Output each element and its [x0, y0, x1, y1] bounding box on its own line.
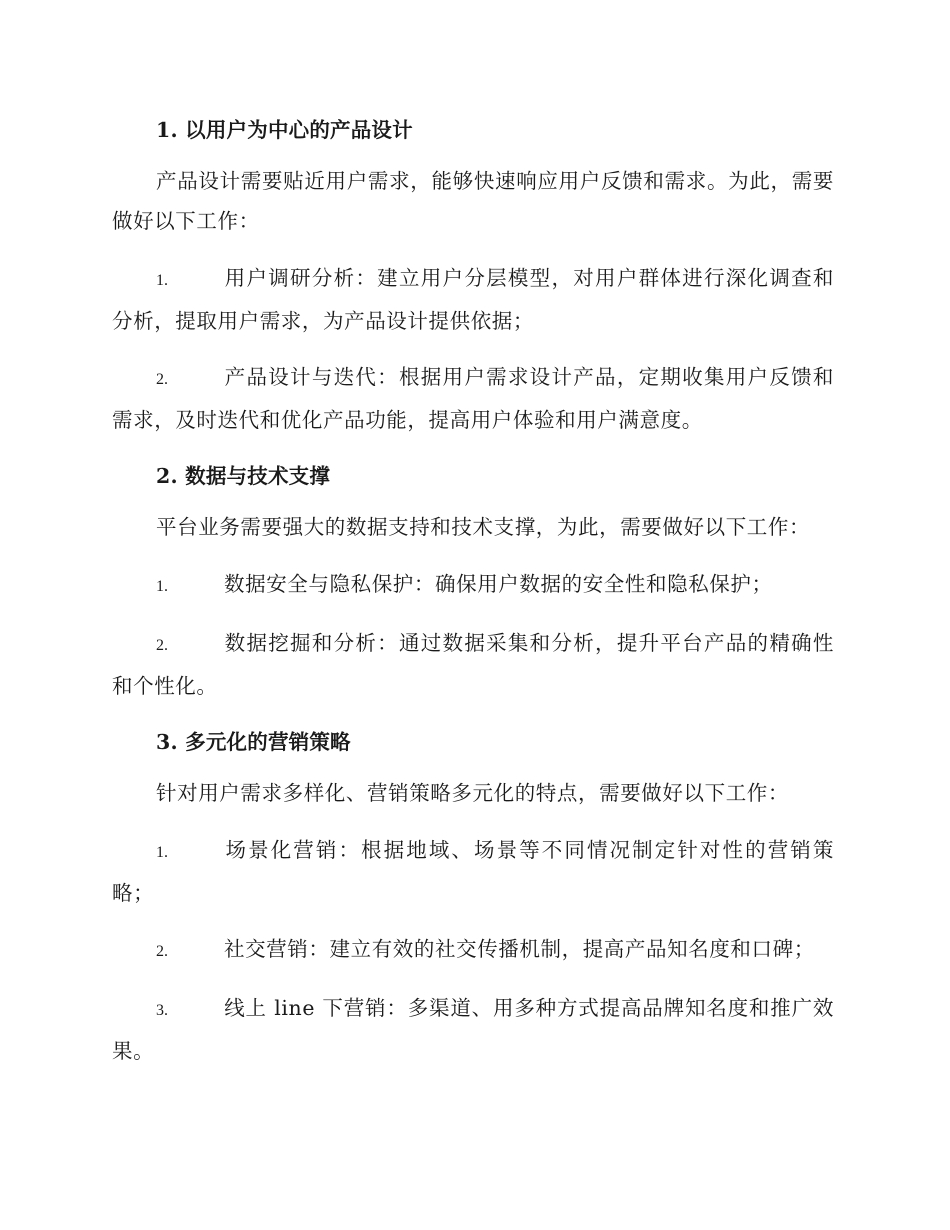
section-intro: 平台业务需要强大的数据支持和技术支撑，为此，需要做好以下工作： — [156, 515, 811, 539]
list-item-text: 数据挖掘和分析：通过数据采集和分析，提升平台产品的精确性和个性化。 — [112, 631, 834, 698]
list-item — [112, 623, 834, 706]
section-heading: 1. 以用户为中心的产品设计 — [156, 118, 413, 142]
list-item — [112, 258, 834, 341]
list-item — [112, 564, 834, 607]
list-item-number: 1. — [156, 844, 168, 861]
list-item — [112, 988, 834, 1071]
list-item-text: 场景化营销：根据地域、场景等不同情况制定针对性的营销策略； — [112, 838, 834, 905]
list-item — [112, 830, 834, 913]
list-item-number: 1. — [156, 578, 168, 595]
list-item-number: 3. — [156, 1002, 168, 1019]
section-heading: 2. 数据与技术支撑 — [156, 464, 331, 488]
list-item-text: 线上 line 下营销：多渠道、用多种方式提高品牌知名度和推广效果。 — [112, 996, 834, 1063]
document-page — [112, 110, 834, 1087]
list-item — [112, 357, 834, 440]
list-item-number: 2. — [156, 371, 168, 388]
list-item-number: 1. — [156, 272, 168, 289]
section-intro: 产品设计需要贴近用户需求，能够快速响应用户反馈和需求。为此，需要做好以下工作： — [112, 169, 834, 233]
list-item-text: 用户调研分析：建立用户分层模型，对用户群体进行深化调查和分析，提取用户需求，为产品设计提供依据； — [112, 266, 834, 333]
list-item-text: 数据安全与隐私保护：确保用户数据的安全性和隐私保护； — [224, 572, 773, 596]
list-item-text: 社交营销：建立有效的社交传播机制，提高产品知名度和口碑； — [224, 937, 815, 961]
section-heading: 3. 多元化的营销策略 — [156, 730, 351, 754]
list-item-text: 产品设计与迭代：根据用户需求设计产品，定期收集用户反馈和需求，及时迭代和优化产品功能，提高用户体验和用户满意度。 — [112, 365, 834, 432]
list-item-number: 2. — [156, 637, 168, 654]
list-item — [112, 929, 834, 972]
list-item-number: 2. — [156, 943, 168, 960]
section-intro: 针对用户需求多样化、营销策略多元化的特点，需要做好以下工作： — [156, 781, 789, 805]
